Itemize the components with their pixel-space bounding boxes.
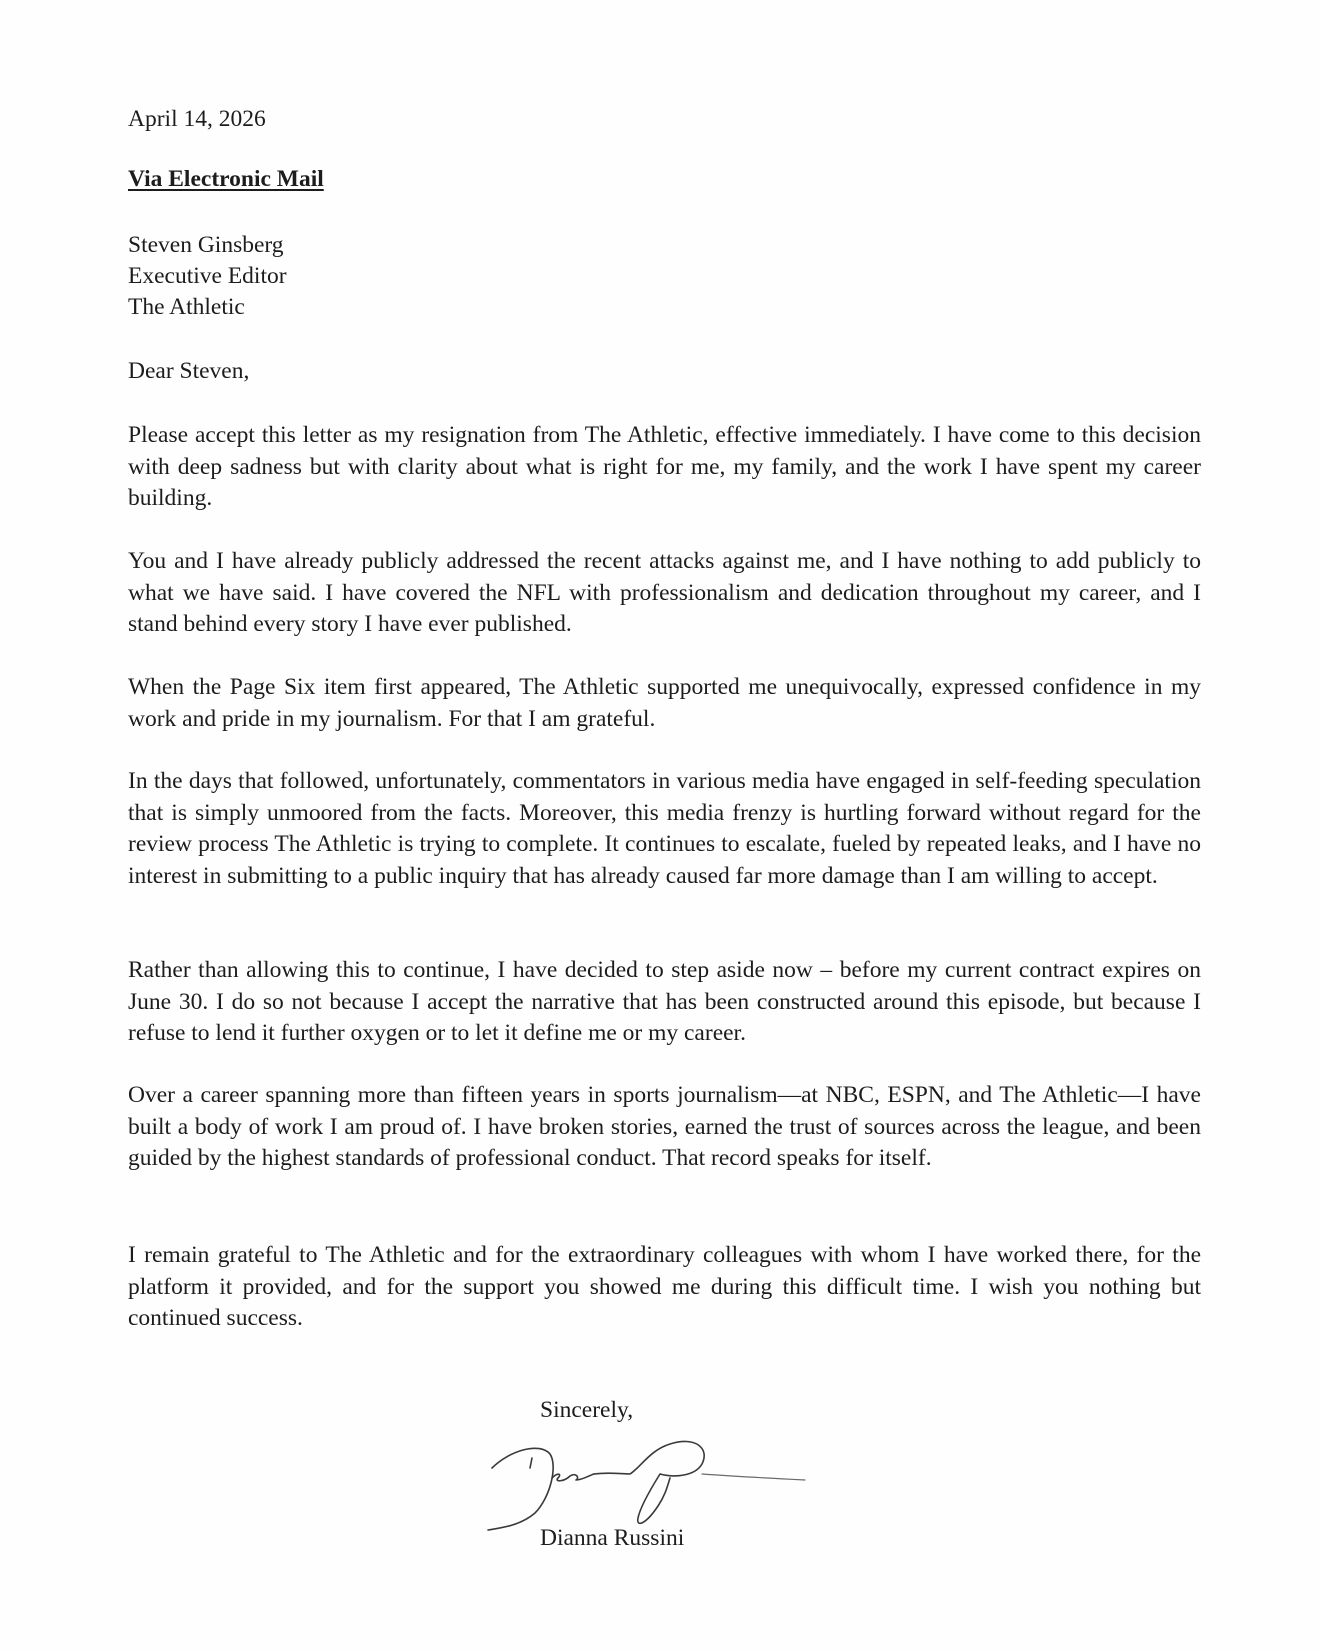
recipient-address [128, 230, 1201, 323]
letter-date: April 14, 2026 [128, 106, 266, 132]
body-paragraph: You and I have already publicly addressed the recent attacks against me, and I have nothing to add publicly to what we have said. I have covered the NFL with professionalism and dedication throughout my career, and I stand behind every story I have ever published. [128, 548, 1201, 637]
closing: Sincerely, [540, 1397, 634, 1423]
salutation: Dear Steven, [128, 358, 250, 384]
body-paragraph: Over a career spanning more than fifteen years in sports journalism—at NBC, ESPN, and The Athletic—I have built a body of work I am proud of. I have broken stories, earned the trust of sources across the league, and been guided by the highest standards of professional conduct. That record speaks for itself. [128, 1082, 1201, 1171]
body-paragraph: Rather than allowing this to continue, I have decided to step aside now – before my current contract expires on June 30. I do so not because I accept the narrative that has been constructed around this episode, but because I refuse to lend it further oxygen or to let it define me or my career. [128, 957, 1201, 1046]
body-paragraph: Please accept this letter as my resignation from The Athletic, effective immediately. I have come to this decision with deep sadness but with clarity about what is right for me, my family, and the work I have spent my career building. [128, 422, 1201, 511]
signature-icon [480, 1428, 820, 1538]
recipient-name: Steven Ginsberg [128, 232, 284, 258]
signer-name: Dianna Russini [540, 1525, 685, 1551]
recipient-organization: The Athletic [128, 294, 245, 320]
recipient-title: Executive Editor [128, 263, 287, 289]
body-paragraph: I remain grateful to The Athletic and for the extraordinary colleagues with whom I have worked there, for the platform it provided, and for the support you showed me during this difficult time. I wish you nothing but continued success. [128, 1242, 1201, 1331]
body-paragraph: In the days that followed, unfortunately, commentators in various media have engaged in self-feeding speculation that is simply unmoored from the facts. Moreover, this media frenzy is hurtling forward without regard for the review process The Athletic is trying to complete. It continues to escalate, fueled by repeated leaks, and I have no interest in submitting to a public inquiry that has already caused far more damage than I am willing to accept. [128, 768, 1201, 889]
delivery-method: Via Electronic Mail [128, 166, 324, 192]
body-paragraph: When the Page Six item first appeared, The Athletic supported me unequivocally, expressed confidence in my work and pride in my journalism. For that I am grateful. [128, 674, 1201, 732]
